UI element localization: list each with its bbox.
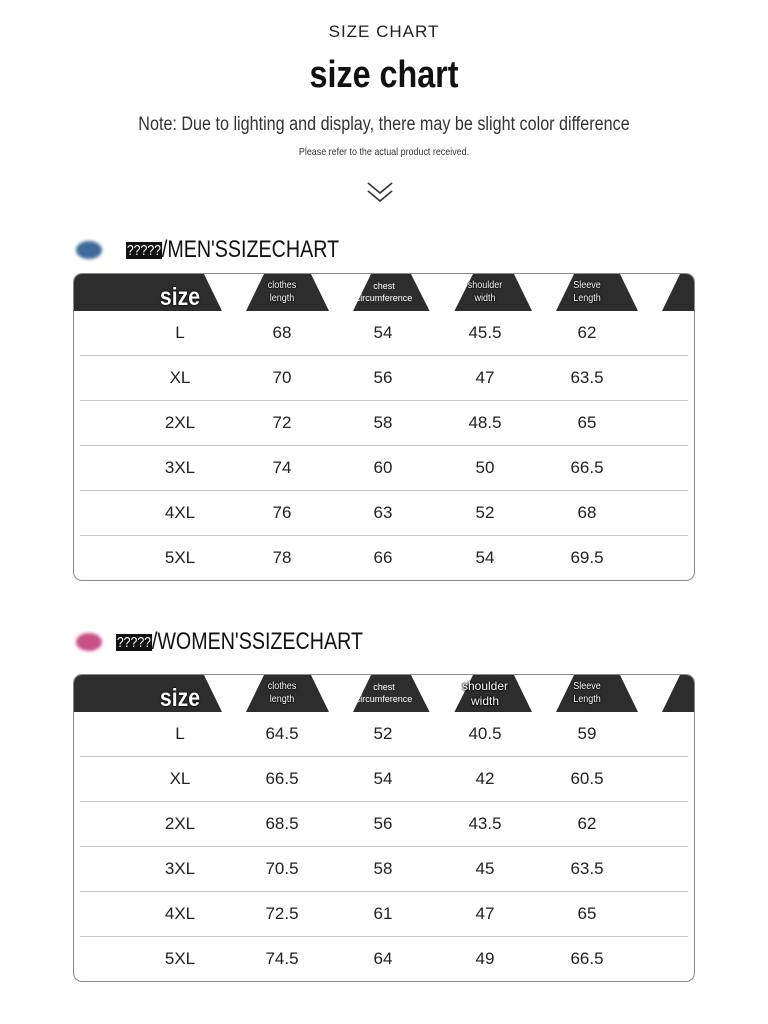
table-cell: 74 — [272, 458, 292, 477]
table-cell: 47 — [475, 904, 495, 923]
color-note: Note: Due to lighting and display, there may be slight color difference — [138, 114, 630, 135]
table-cell: 56 — [373, 814, 393, 833]
table-cell: L — [175, 323, 185, 342]
table-body — [74, 712, 694, 981]
table-cell: 76 — [272, 503, 292, 522]
table-cell: 48.5 — [468, 413, 502, 432]
table-cell: 63.5 — [570, 859, 604, 878]
table-cell: 68 — [577, 503, 597, 522]
table-cell: 43.5 — [468, 814, 502, 833]
table-cell: 4XL — [164, 904, 196, 923]
table-row — [80, 802, 688, 847]
table-cell: 65 — [577, 413, 597, 432]
table-row — [80, 311, 688, 356]
pink-dot-icon — [76, 633, 102, 651]
header-clothes-length: clothes length — [267, 280, 297, 304]
table-row — [80, 491, 688, 536]
table-cell: 56 — [373, 368, 393, 387]
table-row — [80, 892, 688, 937]
table-cell: 62 — [577, 814, 597, 833]
table-row — [80, 536, 688, 580]
table-cell: 65 — [577, 904, 597, 923]
table-cell: 3XL — [164, 859, 196, 878]
table-cell: 58 — [373, 859, 393, 878]
table-row — [80, 356, 688, 401]
top-label: SIZE CHART — [328, 22, 440, 41]
table-cell: 50 — [475, 458, 495, 477]
table-cell: 61 — [373, 904, 393, 923]
women-size-table — [73, 674, 695, 982]
table-cell: 52 — [475, 503, 495, 522]
header-chest-circumference: chest circumference — [355, 281, 413, 303]
table-cell: 42 — [475, 769, 495, 788]
header-sleeve-length: Sleeve Length — [573, 280, 601, 304]
table-cell: 70.5 — [265, 859, 299, 878]
table-cell: 49 — [475, 949, 495, 968]
table-cell: 45 — [475, 859, 495, 878]
table-cell: 68 — [272, 323, 292, 342]
table-cell: 72 — [272, 413, 292, 432]
table-cell: L — [175, 724, 185, 743]
table-cell: 40.5 — [468, 724, 502, 743]
table-cell: 54 — [373, 769, 393, 788]
table-row — [80, 401, 688, 446]
table-cell: 66.5 — [570, 949, 604, 968]
table-row — [80, 446, 688, 491]
women-heading-label: /WOMEN'SSIZECHART — [151, 628, 363, 655]
table-cell: 47 — [475, 368, 495, 387]
table-cell: 2XL — [164, 413, 196, 432]
header-shoulder-width: shoulder width — [467, 280, 503, 304]
table-cell: XL — [169, 769, 191, 788]
table-cell: 69.5 — [570, 548, 604, 567]
table-cell: 64.5 — [265, 724, 299, 743]
header-shoulder-width: shoulder width — [461, 678, 509, 708]
table-cell: 66 — [373, 548, 393, 567]
table-cell: 72.5 — [265, 904, 299, 923]
header-clothes-length: clothes length — [267, 681, 297, 705]
table-row — [80, 847, 688, 892]
table-cell: 63.5 — [570, 368, 604, 387]
header-size: size — [159, 282, 201, 311]
table-cell: 78 — [272, 548, 292, 567]
table-cell: 45.5 — [468, 323, 502, 342]
men-size-table — [73, 273, 695, 581]
table-cell: 74.5 — [265, 949, 299, 968]
table-cell: 2XL — [164, 814, 196, 833]
table-cell: 64 — [373, 949, 393, 968]
table-cell: 60 — [373, 458, 393, 477]
table-cell: XL — [169, 368, 191, 387]
blue-dot-icon — [76, 241, 102, 259]
table-body — [74, 311, 694, 580]
men-heading-label: /MEN'SSIZECHART — [161, 236, 340, 263]
table-cell: 62 — [577, 323, 597, 342]
header-size: size — [159, 683, 201, 712]
table-cell: 66.5 — [265, 769, 299, 788]
table-cell: 59 — [577, 724, 597, 743]
table-row — [80, 712, 688, 757]
table-row — [80, 757, 688, 802]
table-cell: 54 — [373, 323, 393, 342]
table-cell: 66.5 — [570, 458, 604, 477]
table-cell: 4XL — [164, 503, 196, 522]
table-cell: 5XL — [164, 949, 196, 968]
table-cell: 54 — [475, 548, 495, 567]
table-row — [80, 937, 688, 981]
heading-mark: ????? — [126, 242, 162, 260]
header-chest-circumference: chest circumference — [355, 682, 413, 704]
table-cell: 60.5 — [570, 769, 604, 788]
chevron-double-down-icon — [366, 180, 394, 206]
table-header — [74, 274, 694, 311]
table-cell: 58 — [373, 413, 393, 432]
heading-mark: ????? — [116, 634, 152, 652]
table-header — [74, 675, 694, 712]
women-section-heading — [76, 628, 417, 656]
table-cell: 63 — [373, 503, 393, 522]
page-title: size chart — [309, 54, 459, 96]
table-cell: 3XL — [164, 458, 196, 477]
men-section-heading — [76, 236, 386, 264]
table-cell: 70 — [272, 368, 292, 387]
table-cell: 68.5 — [265, 814, 299, 833]
product-note: Please refer to the actual product received. — [298, 146, 470, 158]
table-cell: 5XL — [164, 548, 196, 567]
table-cell: 52 — [373, 724, 393, 743]
header-sleeve-length: Sleeve Length — [573, 681, 601, 705]
